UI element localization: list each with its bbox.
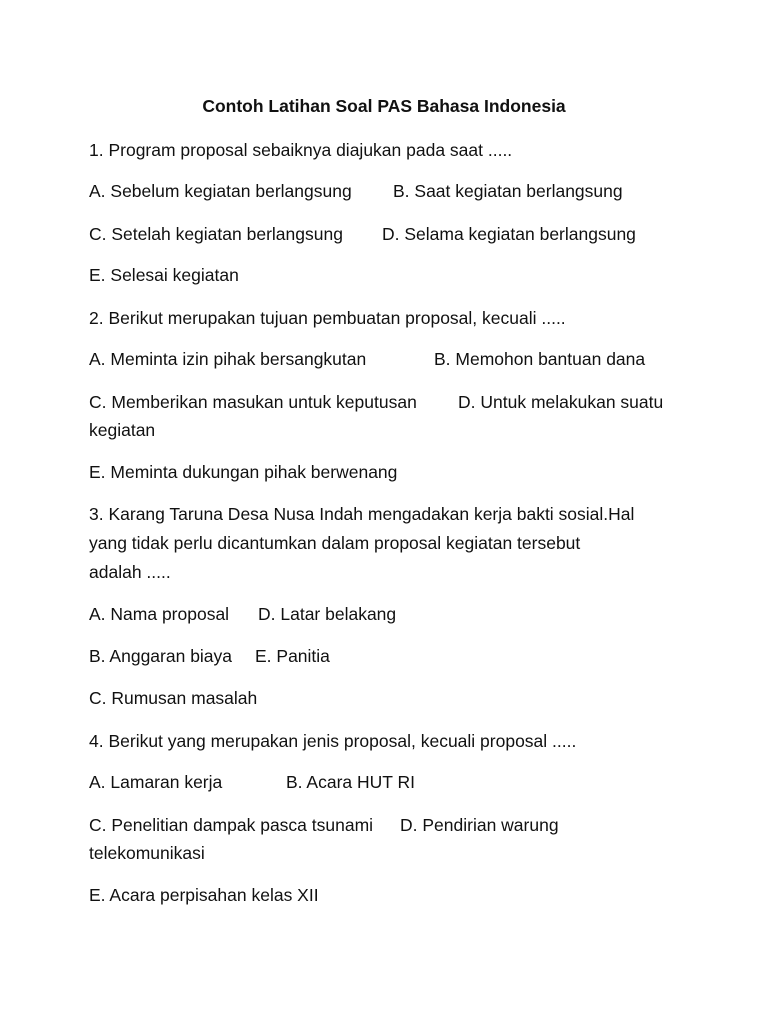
question-1-option-b: B. Saat kegiatan berlangsung xyxy=(393,181,623,201)
question-2-option-d: D. Untuk melakukan suatu xyxy=(458,392,664,412)
question-1-option-a: A. Sebelum kegiatan berlangsung xyxy=(89,181,352,201)
question-2: 2. Berikut merupakan tujuan pembuatan proposal, kecuali ..... xyxy=(89,308,566,328)
question-3-line-1: 3. Karang Taruna Desa Nusa Indah mengadakan kerja bakti sosial.Hal xyxy=(89,504,635,524)
question-2-option-e: E. Meminta dukungan pihak berwenang xyxy=(89,462,398,482)
question-3-option-d: D. Latar belakang xyxy=(258,604,397,624)
question-3-line-3: adalah ..... xyxy=(89,562,171,582)
question-4-option-b: B. Acara HUT RI xyxy=(286,772,416,792)
question-4-option-e: E. Acara perpisahan kelas XII xyxy=(89,885,319,905)
question-4-option-d-continued: telekomunikasi xyxy=(89,843,205,863)
page-title: Contoh Latihan Soal PAS Bahasa Indonesia xyxy=(202,96,566,116)
question-3-line-2: yang tidak perlu dicantumkan dalam proposal kegiatan tersebut xyxy=(89,533,581,553)
question-2-option-b: B. Memohon bantuan dana xyxy=(434,349,646,369)
question-4-option-a: A. Lamaran kerja xyxy=(89,772,223,792)
question-2-option-d-continued: kegiatan xyxy=(89,420,156,440)
question-2-option-a: A. Meminta izin pihak bersangkutan xyxy=(89,349,367,369)
question-1-option-c: C. Setelah kegiatan berlangsung xyxy=(89,224,343,244)
question-3-option-e: E. Panitia xyxy=(255,646,330,666)
question-3-option-b: B. Anggaran biaya xyxy=(89,646,233,666)
question-1-option-d: D. Selama kegiatan berlangsung xyxy=(382,224,636,244)
question-4-option-c: C. Penelitian dampak pasca tsunami xyxy=(89,815,374,835)
question-4-option-d: D. Pendirian warung xyxy=(400,815,559,835)
question-3-option-c: C. Rumusan masalah xyxy=(89,688,258,708)
question-4: 4. Berikut yang merupakan jenis proposal, kecuali proposal ..... xyxy=(89,731,577,751)
question-2-option-c: C. Memberikan masukan untuk keputusan xyxy=(89,392,417,412)
question-1: 1. Program proposal sebaiknya diajukan pada saat ..... xyxy=(89,140,513,160)
question-1-option-e: E. Selesai kegiatan xyxy=(89,265,239,285)
question-3-option-a: A. Nama proposal xyxy=(89,604,230,624)
